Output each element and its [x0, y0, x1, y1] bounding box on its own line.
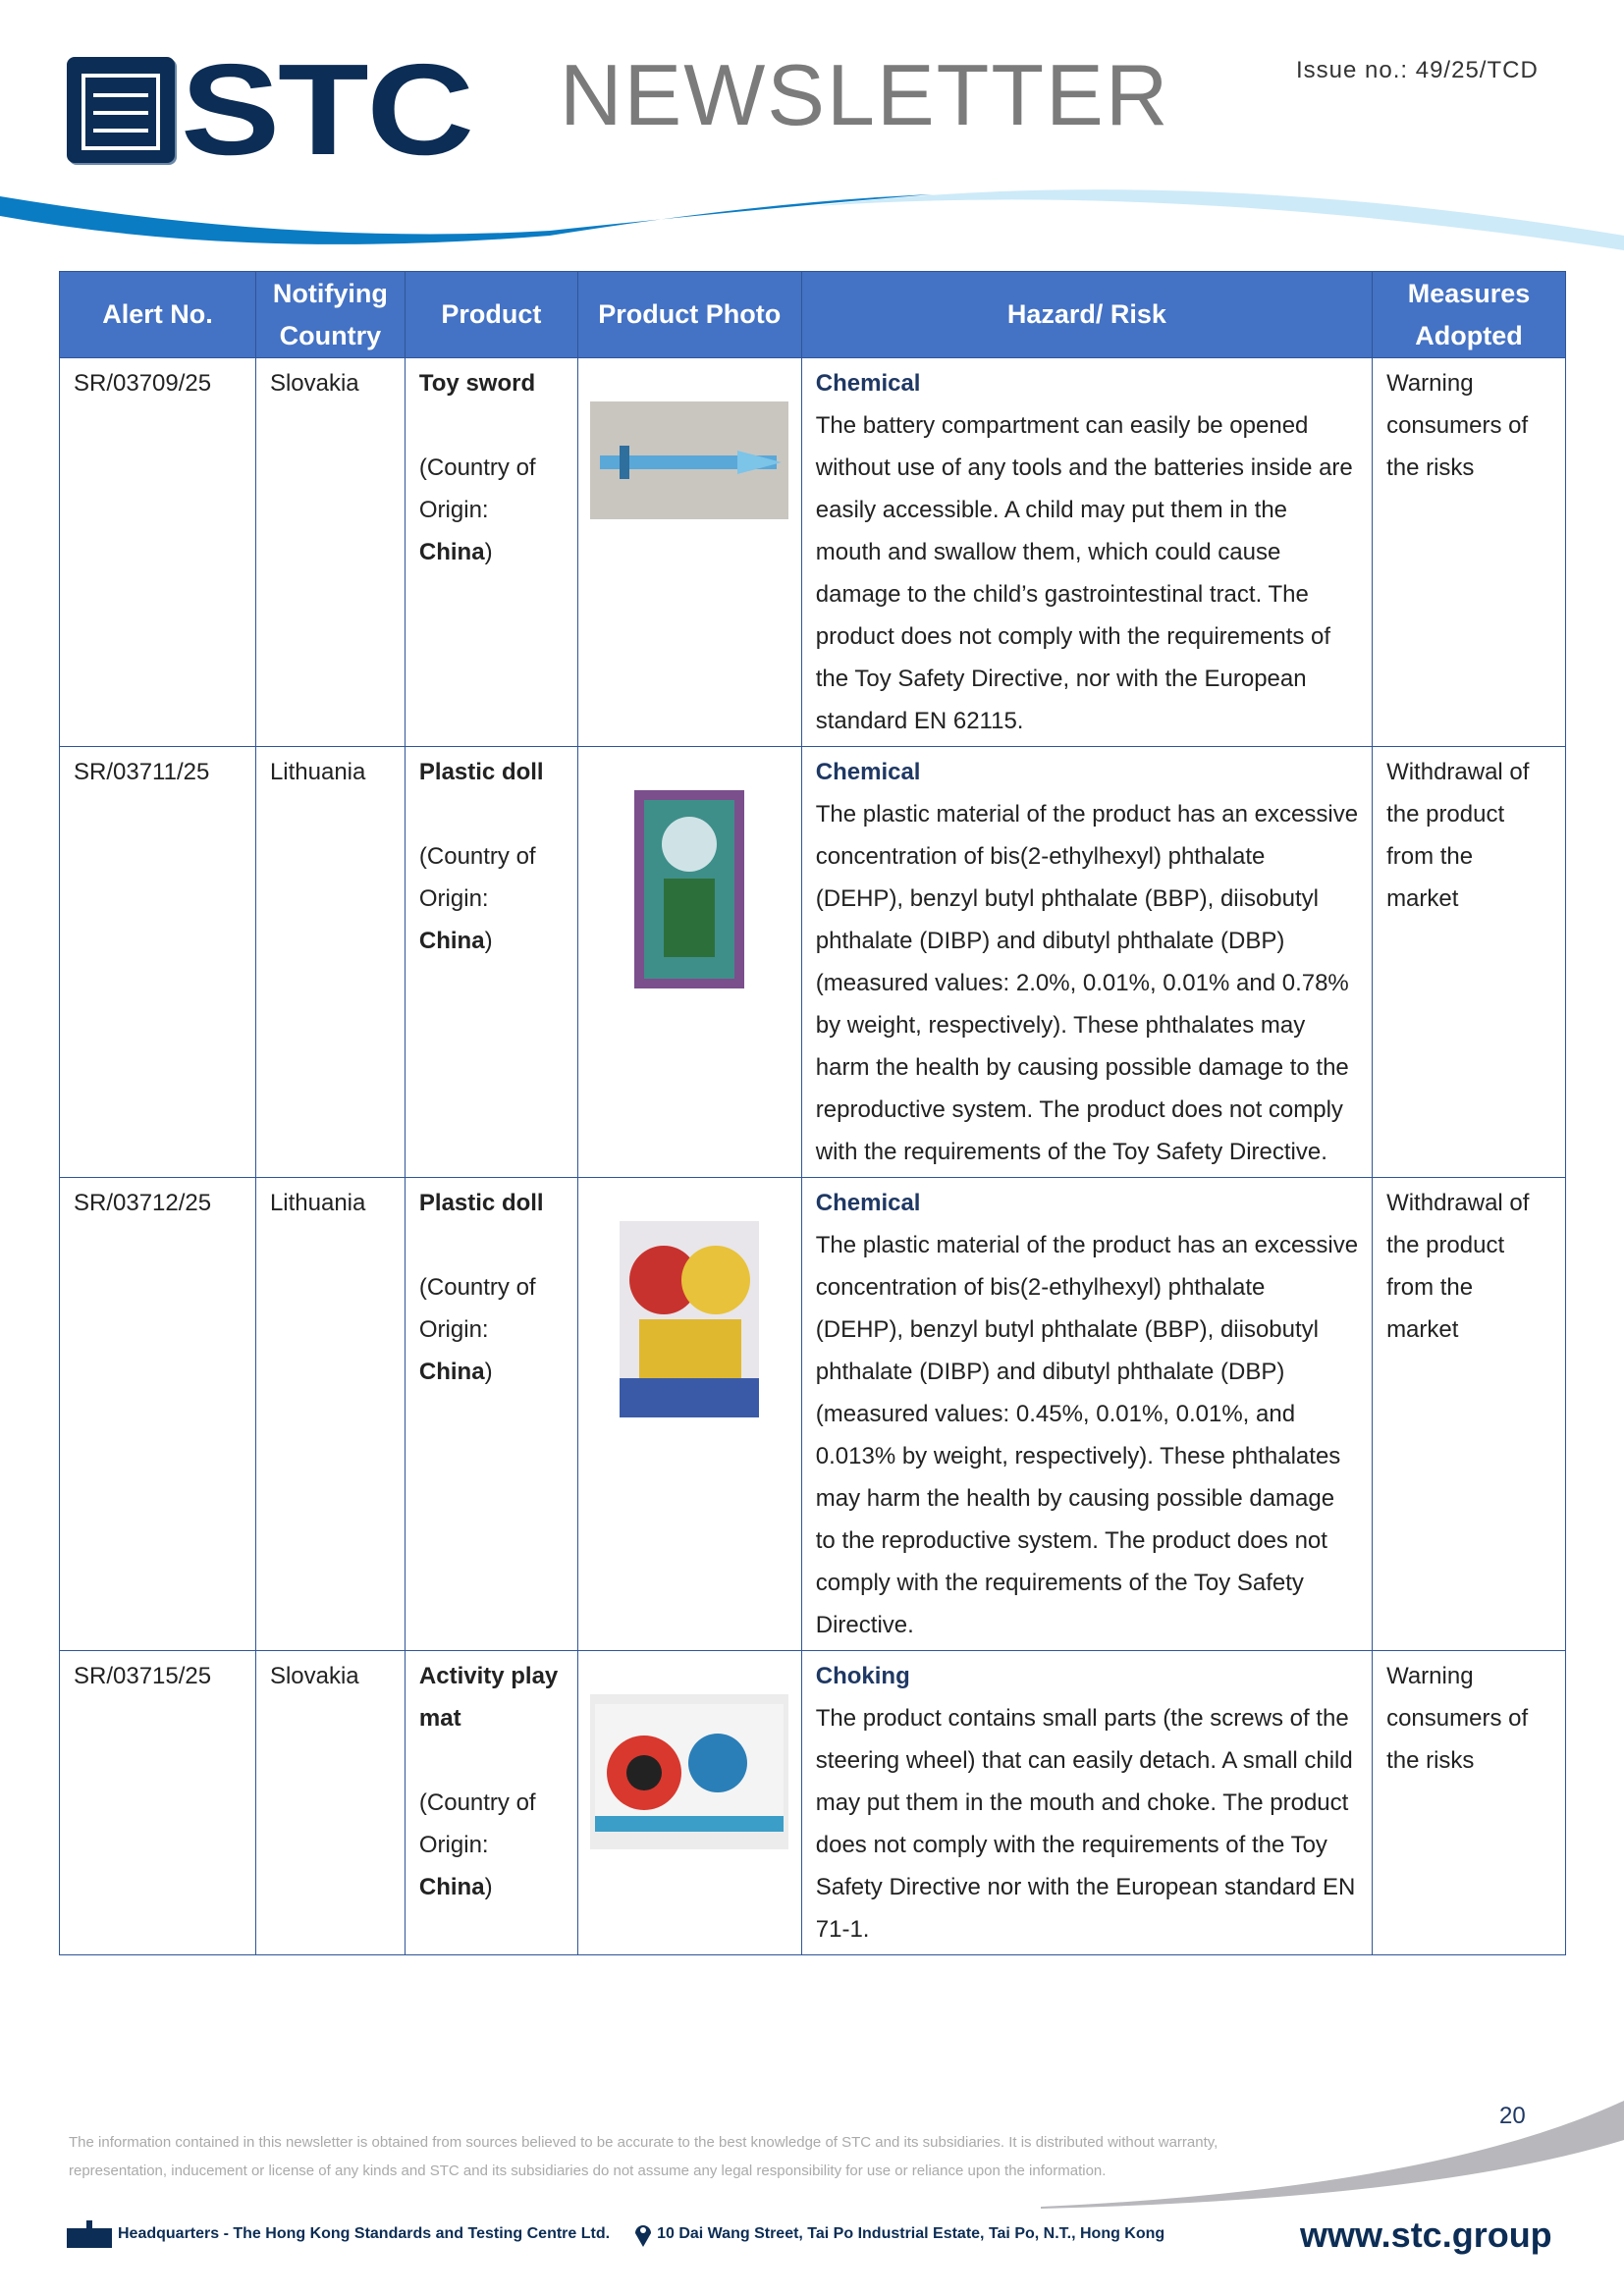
- origin-label: (Country of Origin:: [418, 1789, 536, 1858]
- col-measures-adopted: Measures Adopted: [1373, 272, 1566, 358]
- hazard-type: Chemical: [815, 1190, 921, 1216]
- hazard-type: Chemical: [815, 370, 921, 397]
- col-product-photo: Product Photo: [577, 272, 801, 358]
- product-cell: [405, 1651, 577, 1955]
- table-row: [60, 1651, 1566, 1955]
- alert-number: SR/03712/25: [60, 1178, 256, 1651]
- hazard-type: Choking: [815, 1663, 910, 1689]
- product-photo-cell: [577, 358, 801, 747]
- alert-number: SR/03715/25: [60, 1651, 256, 1955]
- origin-country: China: [418, 928, 485, 954]
- address-text: 10 Dai Wang Street, Tai Po Industrial Estate, Tai Po, N.T., Hong Kong: [657, 2225, 1165, 2242]
- hazard-description: The product contains small parts (the screws of the steering wheel) that can easily detach. A small child may put them in the mouth and choke. The product does not comply with the requirements of the Toy Safety Directive nor with the European standard EN 71-1.: [815, 1705, 1356, 1943]
- product-cell: [405, 358, 577, 747]
- col-notifying-country: Notifying Country: [255, 272, 405, 358]
- plastic-doll-photo: [620, 1221, 759, 1431]
- col-hazard-risk: Hazard/ Risk: [801, 272, 1372, 358]
- notifying-country: Slovakia: [255, 1651, 405, 1955]
- header-swoosh: [0, 177, 1624, 255]
- origin-suffix: ): [484, 1874, 493, 1900]
- origin-suffix: ): [484, 539, 493, 565]
- activity-play-mat-photo: [590, 1694, 788, 1863]
- logo-text: STC: [181, 37, 472, 182]
- table-row: [60, 1178, 1566, 1651]
- hazard-description: The battery compartment can easily be opened without use of any tools and the batteries inside are easily accessible. A child may put them in the mouth and swallow them, which could cause damage to the child’s gastrointestinal tract. The product does not comply with the requirements of the Toy Safety Directive, nor with the European standard EN 62115.: [815, 412, 1353, 734]
- website-link[interactable]: www.stc.group: [1300, 2215, 1552, 2255]
- product-cell: [405, 747, 577, 1178]
- product-name: Toy sword: [418, 370, 536, 397]
- alerts-table: [59, 271, 1566, 1955]
- product-name: Plastic doll: [418, 759, 544, 785]
- notifying-country: Lithuania: [255, 747, 405, 1178]
- col-alert-no: Alert No.: [60, 272, 256, 358]
- issue-number: Issue no.: 49/25/TCD: [1296, 57, 1539, 83]
- origin-suffix: ): [484, 1359, 493, 1385]
- toy-sword-photo: [590, 401, 788, 533]
- notifying-country: Lithuania: [255, 1178, 405, 1651]
- location-pin-icon: [633, 2221, 653, 2247]
- hazard-cell: [801, 1651, 1372, 1955]
- origin-country: China: [418, 1874, 485, 1900]
- hazard-cell: [801, 358, 1372, 747]
- table-row: [60, 358, 1566, 747]
- product-name: Activity play mat: [418, 1663, 559, 1732]
- hazard-type: Chemical: [815, 759, 921, 785]
- hazard-description: The plastic material of the product has an excessive concentration of bis(2-ethylhexyl) phthalate (DEHP), benzyl butyl phthalate (BBP), diisobutyl phthalate (DIBP) and dibutyl phthalate (DBP) (measured values: 0.45%, 0.01%, 0.01%, and 0.013% by weight, respectively). These phthalates may harm the health by causing possible damage to the reproductive system. The product does not comply with the requirements of the Toy Safety Directive.: [815, 1232, 1359, 1638]
- origin-label: (Country of Origin:: [418, 454, 536, 523]
- hazard-cell: [801, 1178, 1372, 1651]
- hazard-description: The plastic material of the product has an excessive concentration of bis(2-ethylhexyl) phthalate (DEHP), benzyl butyl phthalate (BBP), diisobutyl phthalate (DIBP) and dibutyl phthalate (DBP) (measured values: 2.0%, 0.01%, 0.01% and 0.78% by weight, respectively). These phthalates may harm the health by causing possible damage to the reproductive system. The product does not comply with the requirements of the Toy Safety Directive.: [815, 801, 1359, 1165]
- origin-country: China: [418, 539, 485, 565]
- measures-adopted: Warning consumers of the risks: [1373, 358, 1566, 747]
- page-number: 20: [1499, 2103, 1526, 2129]
- product-photo-cell: [577, 1178, 801, 1651]
- origin-label: (Country of Origin:: [418, 843, 536, 912]
- stc-logo-mark: [67, 57, 175, 163]
- hazard-cell: [801, 747, 1372, 1178]
- origin-label: (Country of Origin:: [418, 1274, 536, 1343]
- product-photo-cell: [577, 1651, 801, 1955]
- measures-adopted: Withdrawal of the product from the market: [1373, 1178, 1566, 1651]
- product-cell: [405, 1178, 577, 1651]
- alert-number: SR/03711/25: [60, 747, 256, 1178]
- product-photo-cell: [577, 747, 801, 1178]
- newsletter-title: NEWSLETTER: [560, 46, 1170, 143]
- measures-adopted: Warning consumers of the risks: [1373, 1651, 1566, 1955]
- origin-country: China: [418, 1359, 485, 1385]
- origin-suffix: ): [484, 928, 493, 954]
- col-product: Product: [405, 272, 577, 358]
- building-icon: [65, 2220, 114, 2248]
- plastic-doll-photo: [634, 790, 744, 1002]
- measures-adopted: Withdrawal of the product from the market: [1373, 747, 1566, 1178]
- product-name: Plastic doll: [418, 1190, 544, 1216]
- headquarters-text: Headquarters - The Hong Kong Standards and Testing Centre Ltd.: [118, 2225, 611, 2242]
- table-row: [60, 747, 1566, 1178]
- disclaimer: The information contained in this newsletter is obtained from sources believed to be accurate to the best knowledge of STC and its subsidiaries. It is distributed without warranty, representation, inducement or license of any kinds and STC and its subsidiaries do not assume any legal responsibility for use or reliance upon the information.: [69, 2134, 1218, 2179]
- stc-logo: [67, 37, 472, 182]
- footer-address-bar: [65, 2220, 1164, 2248]
- notifying-country: Slovakia: [255, 358, 405, 747]
- alert-number: SR/03709/25: [60, 358, 256, 747]
